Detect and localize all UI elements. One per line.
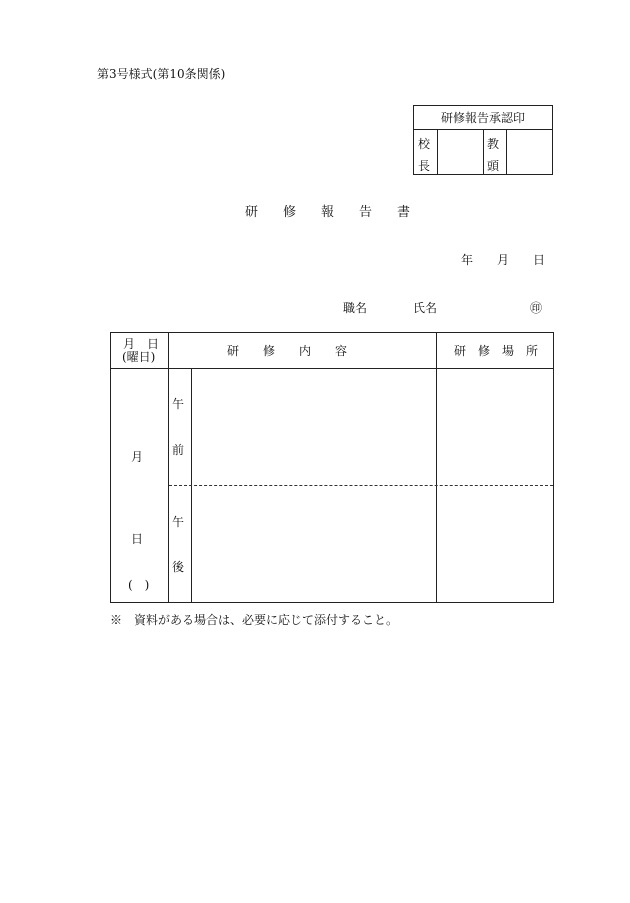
afternoon-location-cell[interactable] xyxy=(437,486,553,602)
principal-seal-cell[interactable] xyxy=(438,130,483,175)
afternoon-label-bottom: 後 xyxy=(172,560,185,574)
afternoon-label-top: 午 xyxy=(172,515,185,529)
date-line[interactable]: 年 月 日 xyxy=(461,253,546,267)
seal-mark: ㊞ xyxy=(530,301,543,315)
head-teacher-seal-cell[interactable] xyxy=(507,130,553,175)
training-report-table xyxy=(110,332,554,603)
morning-content-cell[interactable] xyxy=(192,369,436,485)
name-line xyxy=(343,302,543,314)
name-label: 氏名 xyxy=(413,301,438,315)
principal-label-top: 校 xyxy=(418,137,431,151)
principal-label-bottom: 長 xyxy=(418,159,431,173)
head-teacher-label-bottom: 頭 xyxy=(487,159,500,173)
weekday-parens: ( ) xyxy=(128,578,150,592)
approval-stamp-box xyxy=(413,105,553,175)
morning-location-cell[interactable] xyxy=(437,369,553,485)
position-label: 職名 xyxy=(343,301,368,315)
morning-label-top: 午 xyxy=(172,397,185,411)
head-teacher-label-top: 教 xyxy=(487,137,500,151)
morning-label-bottom: 前 xyxy=(172,443,185,457)
day-label: 日 xyxy=(131,532,144,546)
content-column-header: 研 修 内 容 xyxy=(227,344,348,358)
location-column-header: 研 修 場 所 xyxy=(454,344,539,358)
month-label: 月 xyxy=(131,450,144,464)
form-number: 第3号様式(第10条関係) xyxy=(97,67,226,81)
weekday-column-header: (曜日) xyxy=(122,350,156,364)
divider xyxy=(483,129,484,174)
document-title: 研 修 報 告 書 xyxy=(245,205,417,220)
attachment-note: ※ 資料がある場合は、必要に応じて添付すること。 xyxy=(110,613,399,627)
column-divider xyxy=(168,333,169,602)
date-column-header: 月 日 xyxy=(123,337,160,351)
afternoon-content-cell[interactable] xyxy=(192,486,436,602)
approval-box-header: 研修報告承認印 xyxy=(414,106,552,130)
